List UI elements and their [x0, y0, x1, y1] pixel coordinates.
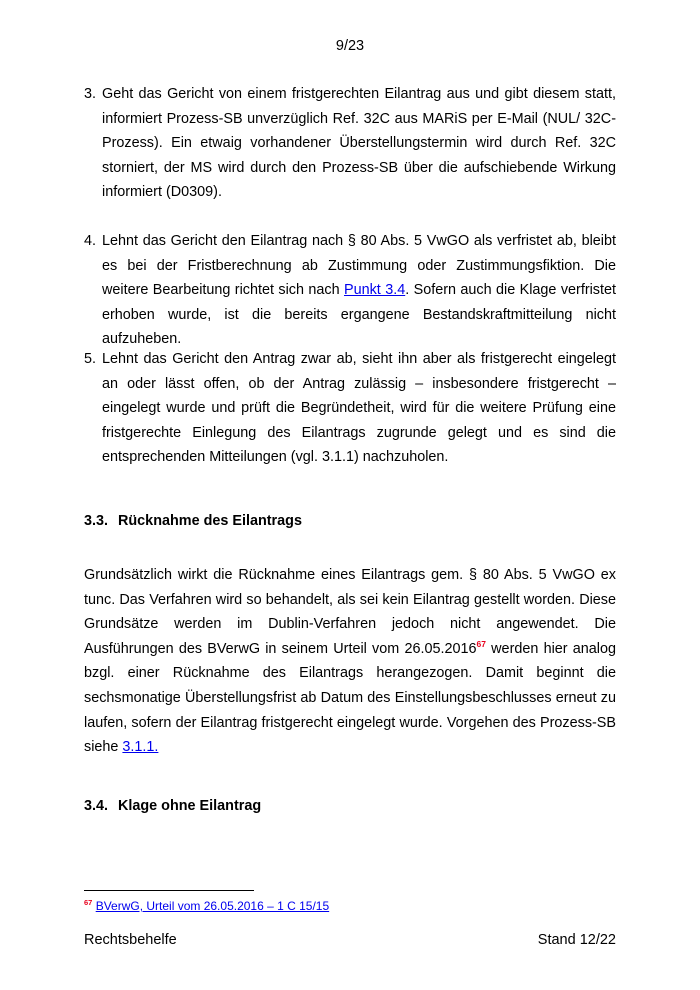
list-item-text-part: Lehnt das Gericht den Eilantrag nach § 80 Abs. 5 VwGO als verfristet ab, bleibt es bei der Fristberechnung ab Zustimmung oder Zustimmungsfiktion. Die weitere Bearbeitung richtet sich nach	[102, 233, 616, 299]
list-item-text	[102, 229, 616, 352]
footnote-reference[interactable]: 67	[476, 638, 486, 649]
list-number: 5.	[84, 351, 97, 367]
footnote-link[interactable]: BVerwG, Urteil vom 26.05.2016 – 1 C 15/15	[95, 899, 330, 913]
list-item-text: Geht das Gericht von einem fristgerechten Eilantrag aus und gibt diesem statt, informiert Prozess-SB unverzüglich Ref. 32C aus MARiS per E-Mail (NUL/ 32C-Prozess). Ein etwaig vorhandener Überstellungstermin wird durch Ref. 32C storniert, der MS wird durch den Prozess-SB über die aufschiebende Wirkung informiert (D0309).	[102, 86, 616, 201]
footnote	[84, 898, 329, 913]
footer-left: Rechtsbehelfe	[84, 932, 177, 948]
footer-right: Stand 12/22	[537, 932, 616, 948]
section-heading-3-4	[84, 798, 261, 814]
list-item-3	[84, 82, 616, 205]
page-number: 9/23	[335, 38, 365, 54]
link-punkt-3-4[interactable]: Punkt 3.4	[344, 282, 406, 299]
list-item-text: Lehnt das Gericht den Antrag zwar ab, sieht ihn aber als fristgerecht eingelegt an oder lässt offen, ob der Antrag zulässig – insbesondere fristgerecht – eingelegt wurde und prüft die Begründetheit, wird für die weitere Prüfung eine fristgerechte Einlegung des Eilantrags zugrunde gelegt und es sind die entsprechenden Mitteilungen (vgl. 3.1.1) nachzuholen.	[102, 351, 616, 466]
section-title: Klage ohne Eilantrag	[118, 798, 262, 814]
paragraph-text-part: werden hier analog bzgl. einer Rücknahme des Eilantrags herangezogen. Damit beginnt die sechsmonatige Überstellungsfrist ab Datum des Einstellungsbeschlusses erneut zu laufen, sofern der Eilantrag fristgerecht eingelegt wurde. Vorgehen des Prozess-SB siehe	[84, 640, 617, 756]
list-number: 4.	[84, 233, 97, 249]
paragraph-text-part: Grundsätzlich wirkt die Rücknahme eines Eilantrags gem. § 80 Abs. 5 VwGO ex tunc. Das Verfahren wird so behandelt, als sei kein Eilantrag gestellt worden. Diese Grundsätze werden im Dublin-Verfahren jedoch nicht angewendet. Die Ausführungen des BVerwG in seinem Urteil vom 26.05.2016	[84, 567, 616, 657]
section-title: Rücknahme des Eilantrags	[118, 513, 302, 529]
list-item-text-part: . Sofern auch die Klage verfristet erhoben wurde, ist die bereits ergangene Bestandskraftmitteilung nicht aufzuheben.	[102, 282, 617, 348]
section-number: 3.3.	[84, 513, 109, 529]
section-number: 3.4.	[84, 798, 109, 814]
section-3-3-paragraph	[84, 563, 616, 760]
link-3-1-1[interactable]: 3.1.1.	[122, 739, 159, 756]
footnote-divider	[84, 890, 254, 891]
list-item-4	[84, 229, 616, 352]
list-number: 3.	[84, 86, 97, 102]
section-heading-3-3	[84, 513, 302, 529]
footnote-number: 67	[84, 898, 93, 907]
list-item-5	[84, 347, 616, 470]
